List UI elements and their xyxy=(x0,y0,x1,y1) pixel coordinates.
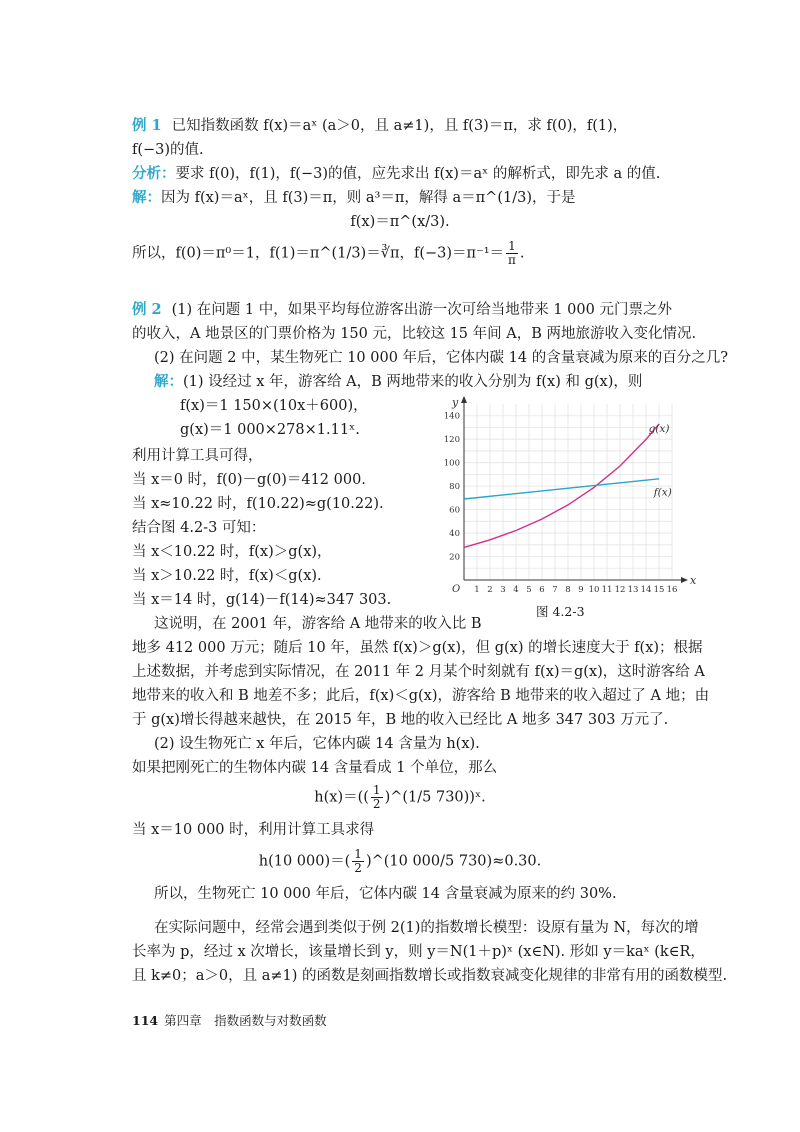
series-line-g xyxy=(464,424,659,548)
y-tick-label: 60 xyxy=(449,505,460,516)
x-tick-label: 11 xyxy=(601,585,613,595)
part2-line1: (2) 设生物死亡 x 年后，它体内碳 14 含量为 h(x). xyxy=(154,736,480,752)
example2-question-line1: 例 2 (1) 在问题 1 中，如果平均每位游客出游一次可给当地带来 1 000 元门票之外 xyxy=(132,301,672,318)
y-axis-label: y xyxy=(452,396,459,409)
x-tick-label: 3 xyxy=(500,585,506,595)
x-tick-label: 2 xyxy=(487,585,493,595)
g-formula: g(x)＝1 000×278×1.11ˣ. xyxy=(180,422,360,438)
series-label-g: g(x) xyxy=(648,423,670,436)
x-tick-label: 13 xyxy=(627,585,639,595)
chapter-title: 第四章 指数函数与对数函数 xyxy=(164,1013,327,1028)
example1-question-line2: f(−3)的值. xyxy=(132,142,204,158)
h-formula: h(x)＝(( $\frac{1}{2}$ )^(1/5 730))ˣ. xyxy=(314,783,486,811)
fraction-one-half-2: $\frac{1}{2}$ xyxy=(354,847,362,875)
x-tick-label: 7 xyxy=(552,585,558,595)
x-tick-label: 9 xyxy=(578,585,584,595)
y-tick-label: 120 xyxy=(443,435,460,446)
example1-formula: f(x)＝π^(x/3). xyxy=(350,214,450,230)
example2-solution-line1: 解：(1) 设经过 x 年，游客给 A，B 两地带来的收入分别为 f(x) 和 g(x)，则 xyxy=(154,373,643,390)
x-tick-label: 14 xyxy=(640,585,652,595)
origin-label: O xyxy=(452,584,461,595)
page-number: 114 xyxy=(132,1013,159,1028)
when-10000-line: 当 x＝10 000 时，利用计算工具求得 xyxy=(132,822,375,838)
x-axis-arrow xyxy=(681,577,688,583)
less-than-line: 当 x＜10.22 时，f(x)＞g(x)， xyxy=(132,544,332,560)
example2-label: 例 2 xyxy=(132,301,162,318)
y-tick-label: 100 xyxy=(443,458,460,469)
explain-line5: 于 g(x)增长得越来越快，在 2015 年，B 地的收入已经比 A 地多 347 303 万元了. xyxy=(132,712,669,728)
x-tick-label: 15 xyxy=(653,585,665,595)
x-tick-label: 6 xyxy=(539,585,545,595)
when-14-line: 当 x＝14 时，g(14)－f(14)≈347 303. xyxy=(132,592,392,608)
x-tick-label: 16 xyxy=(666,585,678,595)
example2-question-part2: (2) 在问题 2 中，某生物死亡 10 000 年后，它体内碳 14 的含量衰减为原来的百分之几? xyxy=(154,350,728,366)
example1-analysis: 分析：要求 f(0)，f(1)，f(−3)的值，应先求出 f(x)＝aˣ 的解析式，即先求 a 的值. xyxy=(132,165,661,182)
explain-line3: 上述数据，并考虑到实际情况，在 2011 年 2 月某个时刻就有 f(x)＝g(x)，这时游客给 A xyxy=(132,664,705,680)
explain-line4: 地带来的收入和 B 地差不多；此后，f(x)＜g(x)，游客给 B 地带来的收入超过了 A 地；由 xyxy=(132,688,710,704)
figure-4-2-3-chart xyxy=(440,394,697,604)
combine-line: 结合图 4.2-3 可知： xyxy=(132,520,266,536)
final-line: 所以，生物死亡 10 000 年后，它体内碳 14 含量衰减为原来的约 30%. xyxy=(154,886,617,902)
x-tick-label: 4 xyxy=(513,585,519,595)
series-label-f: f(x) xyxy=(653,486,672,499)
fraction-one-half: $\frac{1}{2}$ xyxy=(372,783,381,811)
summary-line3: 且 k≠0；a＞0，且 a≠1) 的函数是刻画指数增长或指数衰减变化规律的非常有用的函数模型. xyxy=(132,968,728,984)
example2-question-line2: 的收入，A 地景区的门票价格为 150 元，比较这 15 年间 A，B 两地旅游收入变化情况. xyxy=(132,326,697,342)
example1-solution: 解：因为 f(x)＝aˣ，且 f(3)＝π，则 a³＝π，解得 a＝π^(1/3)，于是 xyxy=(132,189,576,206)
x-tick-label: 1 xyxy=(474,585,480,595)
y-axis-arrow xyxy=(461,396,467,403)
y-tick-label: 80 xyxy=(449,482,460,493)
when-1022-line: 当 x≈10.22 时，f(10.22)≈g(10.22). xyxy=(132,496,384,512)
part2-line2: 如果把刚死亡的生物体内碳 14 含量看成 1 个单位，那么 xyxy=(132,760,498,776)
example1-conclusion: 所以，f(0)＝π⁰＝1，f(1)＝π^(1/3)＝∛π，f(−3)＝π⁻¹＝ $\frac{1}{\pi}$ . xyxy=(132,239,525,267)
y-tick-label: 40 xyxy=(449,529,460,540)
summary-line2: 长率为 p，经过 x 次增长，该量增长到 y，则 y＝N(1＋p)ˣ (x∈N). 形如 y＝kaˣ (k∈R， xyxy=(132,944,705,960)
when-0-line: 当 x＝0 时，f(0)－g(0)＝412 000. xyxy=(132,472,366,488)
x-tick-label: 8 xyxy=(565,585,571,595)
page-footer xyxy=(132,1013,327,1029)
explain-line1: 这说明，在 2001 年，游客给 A 地带来的收入比 B xyxy=(154,616,482,632)
figure-caption: 图 4.2-3 xyxy=(536,604,585,619)
y-tick-label: 20 xyxy=(449,552,460,563)
greater-than-line: 当 x＞10.22 时，f(x)＜g(x). xyxy=(132,568,322,584)
y-tick-label: 140 xyxy=(443,411,460,422)
h-10000-formula: h(10 000)＝( $\frac{1}{2}$ )^(10 000/5 730)≈0.30. xyxy=(258,847,542,875)
f-formula: f(x)＝1 150×(10x＋600)， xyxy=(180,398,368,414)
explain-line2: 地多 412 000 万元；随后 10 年，虽然 f(x)＞g(x)，但 g(x) 的增长速度大于 f(x)；根据 xyxy=(132,640,703,656)
example1-label: 例 1 xyxy=(132,117,162,134)
x-tick-label: 12 xyxy=(614,585,626,595)
summary-line1: 在实际问题中，经常会遇到类似于例 2(1)的指数增长模型：设原有量为 N，每次的增 xyxy=(154,920,699,936)
x-axis-label: x xyxy=(690,574,697,587)
x-tick-label: 10 xyxy=(588,585,600,595)
series-line-f xyxy=(464,479,659,499)
fraction-one-over-pi: $\frac{1}{\pi}$ xyxy=(508,239,516,267)
example1-question-line1: 例 1 已知指数函数 f(x)＝aˣ (a＞0，且 a≠1)，且 f(3)＝π，求 f(0)，f(1)， xyxy=(132,117,628,134)
x-tick-label: 5 xyxy=(526,585,532,595)
calc-line: 利用计算工具可得， xyxy=(132,448,263,464)
